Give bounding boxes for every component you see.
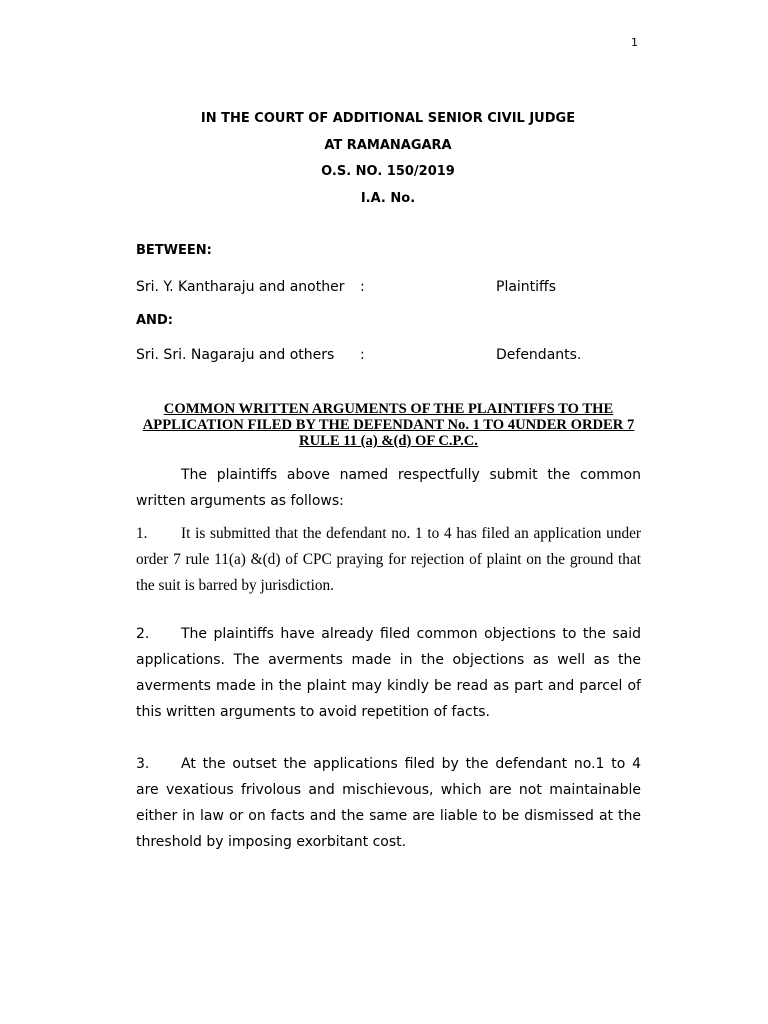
paragraph-text: The plaintiffs have already filed common objections to the said applications. The averments made in the objections as well as the averments made in the plaint may kindly be read as part and parcel of this written arguments to avoid repetition of facts.: [136, 626, 641, 720]
between-label: BETWEEN:: [136, 243, 212, 258]
arguments-heading: COMMON WRITTEN ARGUMENTS OF THE PLAINTIFFS TO THE APPLICATION FILED BY THE DEFENDANT No. 1 TO 4UNDER ORDER 7 RULE 11 (a) &(d) OF C.P.C.: [142, 401, 635, 449]
paragraph-2: [136, 621, 641, 725]
plaintiff-colon: :: [360, 279, 365, 295]
paragraph-3: [136, 751, 641, 855]
intro-paragraph: The plaintiffs above named respectfully submit the common written arguments as follows:: [136, 467, 641, 509]
paragraph-1: [136, 521, 641, 599]
plaintiff-role: Plaintiffs: [496, 279, 556, 295]
case-number: O.S. NO. 150/2019: [321, 164, 455, 179]
and-label: AND:: [136, 313, 173, 328]
defendant-name: Sri. Sri. Nagaraju and others: [136, 347, 335, 363]
court-name: IN THE COURT OF ADDITIONAL SENIOR CIVIL JUDGE: [200, 111, 576, 126]
defendant-role: Defendants.: [496, 347, 582, 363]
plaintiff-name: Sri. Y. Kantharaju and another: [136, 279, 345, 295]
paragraph-number: 2.: [136, 626, 150, 642]
ia-number: I.A. No.: [360, 191, 416, 206]
defendant-colon: :: [360, 347, 365, 363]
paragraph-text: At the outset the applications filed by the defendant no.1 to 4 are vexatious frivolous and mischievous, which are not maintainable either in law or on facts and the same are liable to be dismissed at the threshold by imposing exorbitant cost.: [136, 756, 641, 850]
paragraph-number: 3.: [136, 756, 150, 772]
page-number: 1: [631, 36, 638, 49]
court-location: AT RAMANAGARA: [324, 138, 452, 153]
paragraph-number: 1.: [136, 525, 148, 542]
paragraph-text: It is submitted that the defendant no. 1 to 4 has filed an application under order 7 rule 11(a) &(d) of CPC praying for rejection of plaint on the ground that the suit is barred by jurisdiction.: [136, 525, 641, 594]
